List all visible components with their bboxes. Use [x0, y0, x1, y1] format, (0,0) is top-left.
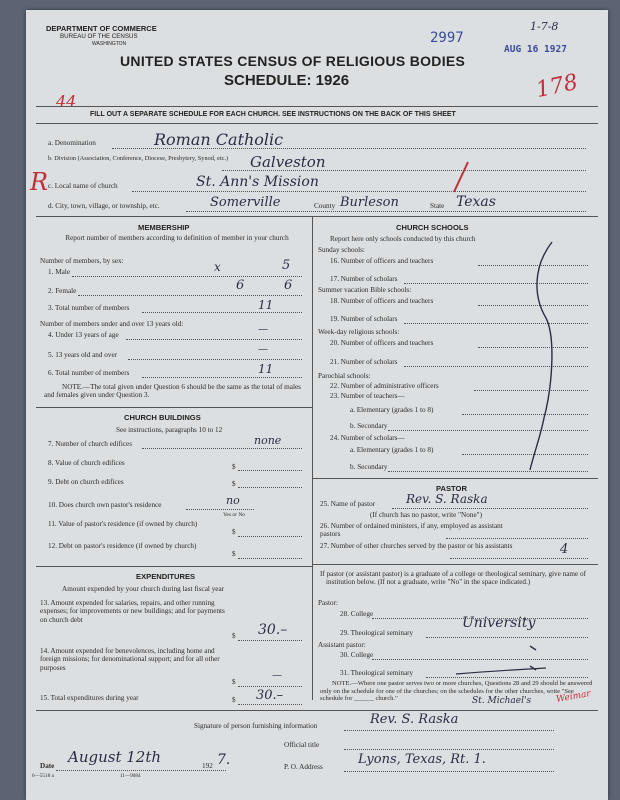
- q28-label: 28. College: [340, 610, 374, 618]
- date-label: Date: [40, 762, 55, 770]
- q2-label: 2. Female: [48, 287, 77, 295]
- official-title-label: Official title: [284, 741, 320, 749]
- q12-dollar: $: [232, 550, 236, 558]
- q14-label: 14. Amount expended for benevolences, including home and foreign missions; for denominational support; and for all other purposes: [40, 647, 220, 672]
- q29-label: 29. Theological seminary: [340, 629, 414, 637]
- q14-dash: —: [272, 670, 282, 681]
- bureau-label: BUREAU OF THE CENSUS: [60, 33, 138, 40]
- q13-label: 13. Amount expended for salaries, repairs, and other running expenses; for improvements or new buildings; and for payments on church debt: [40, 599, 225, 624]
- year-prefix: 192: [202, 762, 213, 770]
- q24a-label: a. Elementary (grades 1 to 8): [350, 446, 434, 454]
- q1-label: 1. Male: [48, 268, 70, 276]
- weekday-label: Week-day religious schools:: [318, 328, 400, 336]
- q13-dollar: $: [232, 632, 236, 640]
- q24-label: 24. Number of scholars—: [330, 434, 405, 442]
- form-number: 6—5518 a: [32, 773, 54, 779]
- age-label: Number of members under and over 13 years old:: [40, 320, 184, 328]
- expenditures-heading: EXPENDITURES: [136, 572, 196, 581]
- buildings-heading: CHURCH BUILDINGS: [124, 413, 201, 422]
- schedule-title: SCHEDULE: 1926: [224, 72, 350, 89]
- buildings-sub: See instructions, paragraphs 10 to 12: [116, 426, 223, 434]
- red-check-mark: [446, 160, 476, 194]
- q2-value: 6: [236, 278, 245, 293]
- pastor-heading: PASTOR: [436, 484, 467, 493]
- corner-code: 1-7-8: [530, 20, 559, 33]
- q8-dollar: $: [232, 463, 236, 471]
- q26-label: 26. Number of ordained ministers, if any, employed as assistant pastors: [320, 522, 503, 539]
- po-address-value: Lyons, Texas, Rt. 1.: [358, 752, 486, 767]
- form-title: UNITED STATES CENSUS OF RELIGIOUS BODIES: [120, 53, 466, 69]
- state-label: State: [430, 202, 445, 210]
- state-value: Texas: [456, 194, 496, 210]
- final-note-red: Weimar: [555, 689, 592, 705]
- q9-dollar: $: [232, 480, 236, 488]
- q22-label: 22. Number of administrative officers: [330, 382, 439, 390]
- pastor-final-note: NOTE.—Where one pastor serves two or more churches, Questions 28 and 29 should be answered only on the schedule for one of the churches; on the schedules for the other churches, write "See schedule for ______ church.": [320, 680, 593, 703]
- county-label: County: [314, 202, 336, 210]
- department-label: DEPARTMENT OF COMMERCE: [46, 24, 157, 33]
- q24b-label: b. Secondary: [350, 463, 388, 471]
- signature-value: Rev. S. Raska: [370, 712, 459, 727]
- q23a-label: a. Elementary (grades 1 to 8): [350, 406, 434, 414]
- by-sex-label: Number of members, by sex:: [40, 257, 124, 265]
- year-value: 7.: [217, 752, 231, 768]
- denomination-label: a. Denomination: [48, 139, 96, 147]
- q25-label: 25. Name of pastor: [320, 500, 376, 508]
- schools-sub: Report here only schools conducted by this church: [330, 235, 476, 243]
- q17-label: 17. Number of scholars: [330, 275, 398, 283]
- membership-note: NOTE.—The total given under Question 6 should be the same as the total of males and females given under Question 3.: [44, 383, 301, 400]
- q5-label: 5. 13 years old and over: [48, 351, 118, 359]
- q23-label: 23. Number of teachers—: [330, 392, 405, 400]
- q27-value: 4: [560, 542, 569, 557]
- assistant-label: Assistant pastor:: [318, 641, 366, 649]
- local-name-label: c. Local name of church: [48, 182, 118, 190]
- city-value: Somerville: [210, 195, 281, 210]
- yes-no-caption: Yes or No: [223, 512, 246, 518]
- q3-value: 11: [258, 298, 274, 312]
- q20-label: 20. Number of officers and teachers: [330, 339, 434, 347]
- census-schedule-sheet: [26, 10, 608, 800]
- q25-note: (If church has no pastor, write "None"): [370, 511, 482, 519]
- stamp-number: 2997: [430, 30, 464, 46]
- q14-dollar: $: [232, 678, 236, 686]
- q18-label: 18. Number of officers and teachers: [330, 297, 434, 305]
- q3-label: 3. Total number of members: [48, 304, 130, 312]
- instruction-line: FILL OUT A SEPARATE SCHEDULE FOR EACH CHURCH. SEE INSTRUCTIONS ON THE BACK OF THIS SHEET: [90, 111, 456, 118]
- po-address-label: P. O. Address: [284, 763, 323, 771]
- local-name-value: St. Ann's Mission: [196, 174, 319, 190]
- membership-intro: Report number of members according to definition of member in your church: [65, 234, 289, 242]
- division-label: b. Division (Association, Conference, Diocese, Presbytery, Synod, etc.): [48, 155, 229, 162]
- q30-label: 30. College: [340, 651, 374, 659]
- stamp-date: AUG 16 1927: [504, 44, 567, 55]
- q23b-label: b. Secondary: [350, 422, 388, 430]
- membership-heading: MEMBERSHIP: [138, 223, 190, 232]
- q25-value: Rev. S. Raska: [406, 492, 488, 506]
- final-note-handwriting: St. Michael's: [472, 696, 532, 706]
- expenditures-sub: Amount expended by your church during last fiscal year: [62, 585, 225, 593]
- schools-bracket-stroke: [522, 238, 562, 478]
- county-value: Burleson: [340, 195, 399, 210]
- sunday-label: Sunday schools:: [318, 246, 365, 254]
- q15-value: 30.–: [256, 688, 284, 703]
- q7-value: none: [254, 434, 282, 447]
- q6-label: 6. Total number of members: [48, 369, 130, 377]
- q27-label: 27. Number of other churches served by the pastor or his assistants: [320, 542, 513, 550]
- city-label: WASHINGTON: [92, 41, 127, 47]
- pastor-dash-strokes: [450, 626, 560, 688]
- q4-label: 4. Under 13 years of age: [48, 331, 119, 339]
- date-value: August 12th: [68, 748, 162, 766]
- q31-label: 31. Theological seminary: [340, 669, 414, 677]
- graduate-note: If pastor (or assistant pastor) is a graduate of a college or theological seminary, give name of institution below. (If not a graduate, write "No" in the space indicated.): [320, 570, 586, 587]
- signature-label: Signature of person furnishing information: [194, 722, 318, 730]
- denomination-value: Roman Catholic: [154, 130, 284, 149]
- q8-label: 8. Value of church edifices: [48, 459, 125, 467]
- q29-value: University: [462, 615, 536, 631]
- red-r-mark: R: [30, 168, 49, 196]
- q15-label: 15. Total expenditures during year: [40, 694, 139, 702]
- q11-dollar: $: [232, 528, 236, 536]
- pastor-sub-label: Pastor:: [318, 599, 338, 607]
- q5-dash: —: [258, 344, 268, 355]
- q15-dollar: $: [232, 696, 236, 704]
- q19-label: 19. Number of scholars: [330, 315, 398, 323]
- form-number-2: 11—9084: [120, 773, 141, 779]
- q2-extra-value: 6: [284, 278, 293, 293]
- q11-label: 11. Value of pastor's residence (if owned by church): [48, 520, 198, 528]
- q1-value: 5: [282, 258, 291, 273]
- q10-label: 10. Does church own pastor's residence: [48, 501, 162, 509]
- parochial-label: Parochial schools:: [318, 372, 371, 380]
- q16-label: 16. Number of officers and teachers: [330, 257, 434, 265]
- q1-x-mark: x: [214, 260, 221, 274]
- q7-label: 7. Number of church edifices: [48, 440, 133, 448]
- q4-dash: —: [258, 324, 268, 335]
- schools-heading: CHURCH SCHOOLS: [396, 223, 469, 232]
- q21-label: 21. Number of scholars: [330, 358, 398, 366]
- q12-label: 12. Debt on pastor's residence (if owned by church): [48, 542, 197, 550]
- q13-value: 30.–: [258, 622, 288, 638]
- red-annotation-right: 178: [533, 69, 581, 104]
- division-value: Galveston: [250, 153, 326, 171]
- red-annotation-left: 44: [56, 92, 77, 111]
- city-label: d. City, town, village, or township, etc.: [48, 202, 160, 210]
- summer-label: Summer vacation Bible schools:: [318, 286, 412, 294]
- q9-label: 9. Debt on church edifices: [48, 478, 124, 486]
- q10-value: no: [226, 494, 240, 507]
- q6-value: 11: [258, 362, 274, 376]
